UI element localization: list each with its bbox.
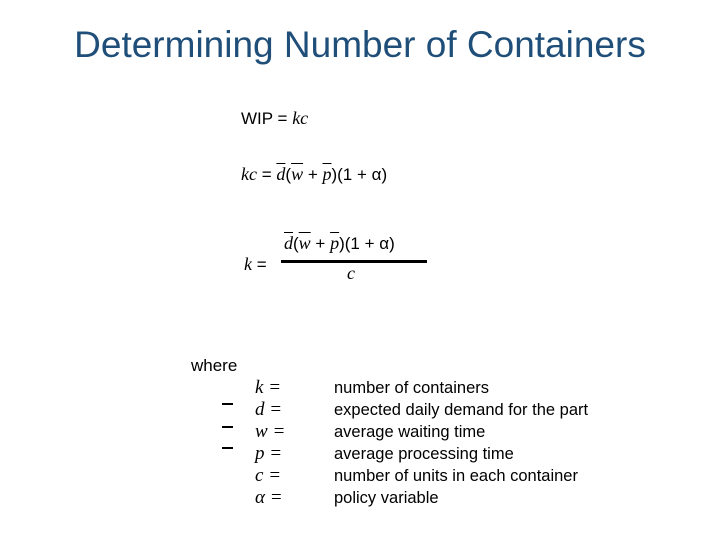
fraction-numerator [284, 233, 395, 254]
variable-row [255, 465, 285, 487]
open-paren: ( [293, 234, 299, 253]
variable-symbol: d [255, 399, 265, 420]
variable-symbols [255, 377, 285, 509]
slide-title: Determining Number of Containers [74, 24, 646, 65]
definition-text: number of containers [334, 379, 490, 397]
variable-equals: = [269, 487, 283, 508]
k-symbol: k [244, 254, 252, 274]
variable-definitions [334, 377, 588, 509]
variable-symbol: c [255, 465, 264, 486]
variable-row [255, 399, 285, 421]
w-bar-marker [222, 426, 233, 428]
p-bar-symbol: $\overline{p}$ [330, 233, 340, 253]
variable-equals: = [269, 443, 283, 464]
plus-sign: + [315, 234, 326, 253]
fraction-denominator: c [347, 263, 355, 283]
wip-equation [241, 108, 308, 129]
kc-symbol: kc [241, 164, 257, 184]
plus-sign: + [307, 165, 318, 184]
variable-row [255, 377, 285, 399]
definition-text: expected daily demand for the part [334, 401, 589, 419]
variable-symbol: p [255, 443, 265, 464]
open-paren: ( [285, 165, 292, 184]
variable-symbol: w [255, 421, 268, 442]
definition-text: average processing time [334, 445, 514, 463]
definition-text: number of units in each container [334, 467, 578, 485]
kc-equation [241, 164, 387, 185]
equals-sign: = [256, 255, 267, 274]
variable-symbol: k [255, 377, 264, 398]
d-bar-marker [222, 403, 233, 405]
variable-symbol: α [255, 487, 265, 508]
definition-text: policy variable [334, 489, 439, 507]
variable-equals: = [272, 421, 286, 442]
variable-equals: = [268, 465, 282, 486]
w-bar-symbol: $\overline{w}$ [291, 164, 304, 184]
w-bar-symbol: $\overline{w}$ [298, 233, 311, 253]
wip-lhs: WIP = [241, 109, 288, 128]
definition-text: average waiting time [334, 423, 486, 441]
d-bar-symbol: $\overline{d}$ [284, 233, 293, 253]
p-bar-marker [222, 447, 233, 449]
variable-row [255, 443, 285, 465]
variable-equals: = [268, 377, 282, 398]
wip-rhs: kc [292, 108, 309, 128]
where-label: where [191, 356, 238, 375]
variable-row [255, 487, 285, 509]
variable-row [255, 421, 285, 443]
equation-tail: )(1 + α) [339, 234, 395, 253]
d-bar-symbol: $\overline{d}$ [276, 164, 286, 184]
k-lhs [244, 254, 267, 275]
variable-equals: = [269, 399, 283, 420]
equals-sign: = [261, 165, 272, 184]
equation-tail: )(1 + α) [331, 165, 388, 184]
p-bar-symbol: $\overline{p}$ [322, 164, 332, 184]
